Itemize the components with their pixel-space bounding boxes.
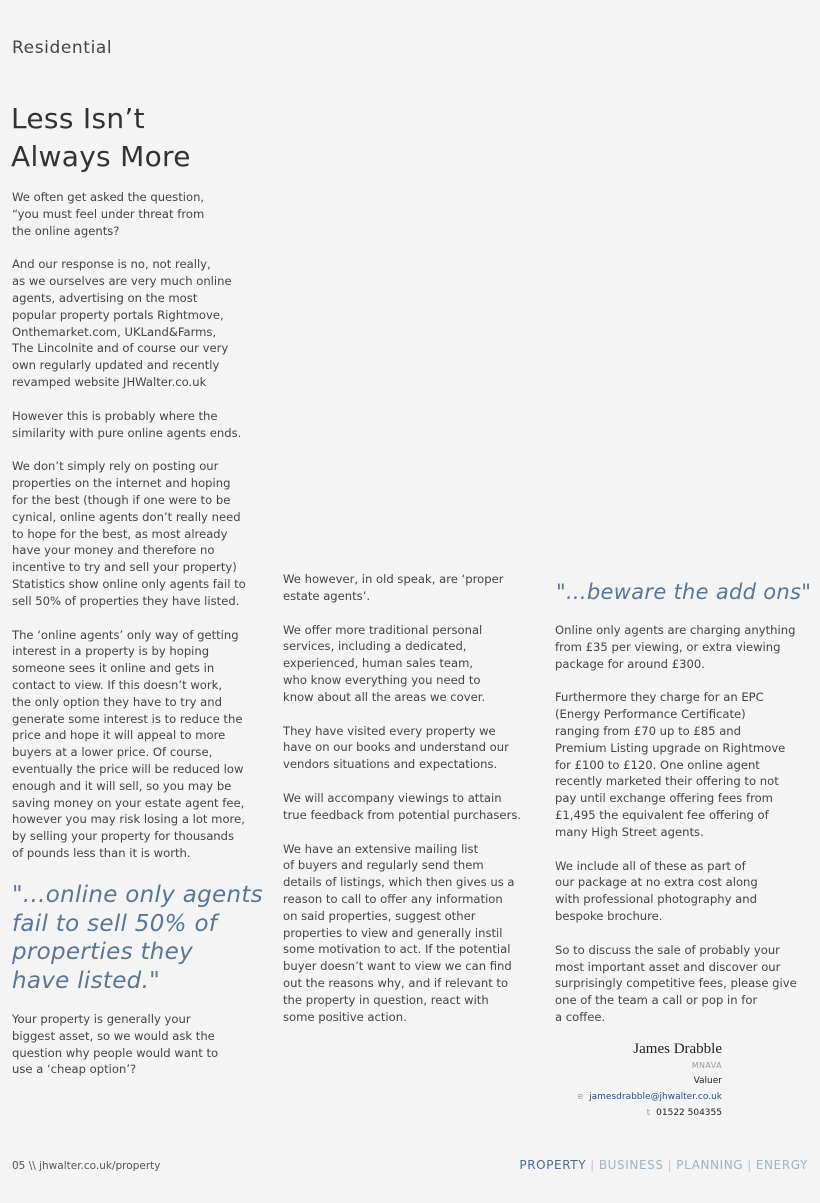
pull-quote-add-ons: "...beware the add ons": [556, 580, 812, 604]
paragraph: And our response is no, not really, as we ourselves are very much online agents, advertising on the most popular property portals Rightmove, Onthemarket.com, UKLand&Farms, The Lincolnite and of course our very own regularly updated and recently revamped website JHWalter.co.uk: [12, 257, 232, 389]
paragraph: We often get asked the question, “you must feel under threat from the online agents?: [12, 190, 205, 238]
signature-credentials: MNAVA: [691, 1061, 722, 1070]
paragraph: Online only agents are charging anything from £35 per viewing, or extra viewing package for around £300.: [555, 623, 796, 671]
footer-nav: [519, 1158, 808, 1172]
email-label: e: [577, 1092, 584, 1102]
pull-quote-online-agents: "...online only agents fail to sell 50% of properties they have listed.": [12, 882, 263, 994]
paragraph: We will accompany viewings to attain true feedback from potential purchasers.: [283, 790, 522, 822]
column-1: [12, 189, 274, 879]
signature-name: James Drabble: [633, 1041, 722, 1057]
email-link[interactable]: jamesdrabble@jhwalter.co.uk: [589, 1092, 722, 1102]
footer-nav-planning[interactable]: PLANNING: [676, 1158, 744, 1172]
signature-phone-line: [578, 1105, 722, 1121]
paragraph: We include all of these as part of our package at no extra cost along with professional photography and bespoke brochure.: [555, 858, 758, 923]
headline-line-2: Always More: [11, 140, 191, 173]
closing-paragraph-col1: Your property is generally your biggest asset, so we would ask the question why people would want to use a ‘cheap option’?: [12, 1012, 219, 1077]
paragraph: We however, in old speak, are ‘proper estate agents’.: [283, 572, 504, 603]
footer-nav-energy[interactable]: ENERGY: [755, 1158, 808, 1172]
footer-nav-business[interactable]: BUSINESS: [598, 1158, 664, 1172]
footer-separator: |: [590, 1158, 595, 1172]
column-3: [555, 622, 817, 1043]
section-label: Residential: [12, 38, 113, 58]
paragraph: They have visited every property we have on our books and understand our vendors situations and expectations.: [283, 723, 509, 772]
footer-separator: |: [667, 1158, 673, 1172]
signature-block: [578, 1039, 722, 1121]
signature-role: Valuer: [693, 1076, 722, 1086]
headline-line-1: Less Isn’t: [11, 102, 145, 135]
paragraph: So to discuss the sale of probably your most important asset and discover our surprisingly competitive fees, please give one of the team a call or pop in for a coffee.: [555, 942, 797, 1024]
footer-page-url[interactable]: 05 \\ jhwalter.co.uk/property: [12, 1160, 161, 1172]
footer-nav-property[interactable]: PROPERTY: [519, 1158, 587, 1172]
headline: [11, 100, 271, 176]
paragraph: The ‘online agents’ only way of getting interest in a property is by hoping someone sees it online and gets in contact to view. If this doesn’t work, the only option they have to try and generate some interest is to reduce the price and hope it will appeal to more buyers at a lower price. Of course, eventually the price will be reduced low enough and it will sell, so you may be saving money on your estate agent fee, however you may risk losing a lot more, by selling your property for thousands of pounds less than it is worth.: [12, 627, 245, 860]
column-2: [283, 571, 545, 1042]
footer-separator: |: [747, 1158, 752, 1172]
paragraph: Furthermore they charge for an EPC (Energy Performance Certificate) ranging from £70 up to £85 and Premium Listing upgrade on Rightmove for £100 to £120. One online agent recently marketed their offering to not pay until exchange offering fees from £1,495 the equivalent fee offering of many High Street agents.: [555, 690, 786, 839]
phone-number[interactable]: 01522 504355: [656, 1108, 722, 1118]
phone-label: t: [646, 1108, 651, 1118]
paragraph: However this is probably where the similarity with pure online agents ends.: [12, 408, 242, 440]
paragraph: We have an extensive mailing list of buyers and regularly send them details of listings, which then gives us a reason to call to offer any information on said properties, suggest other properties to view and generally instil some motivation to act. If the potential buyer doesn’t want to view we can find out the reasons why, and if relevant to the property in question, react with some positive action.: [283, 841, 515, 1024]
paragraph: We don’t simply rely on posting our properties on the internet and hoping for the best (though if one were to be cynical, online agents don’t really need to hope for the best, as most already have your money and therefore no incentive to try and sell your property) Statistics show online only agents fail to sell 50% of properties they have listed.: [12, 459, 246, 608]
paragraph: We offer more traditional personal services, including a dedicated, experienced, human sales team, who know everything you need to know about all the areas we cover.: [283, 622, 486, 704]
signature-email-line: [578, 1089, 722, 1105]
